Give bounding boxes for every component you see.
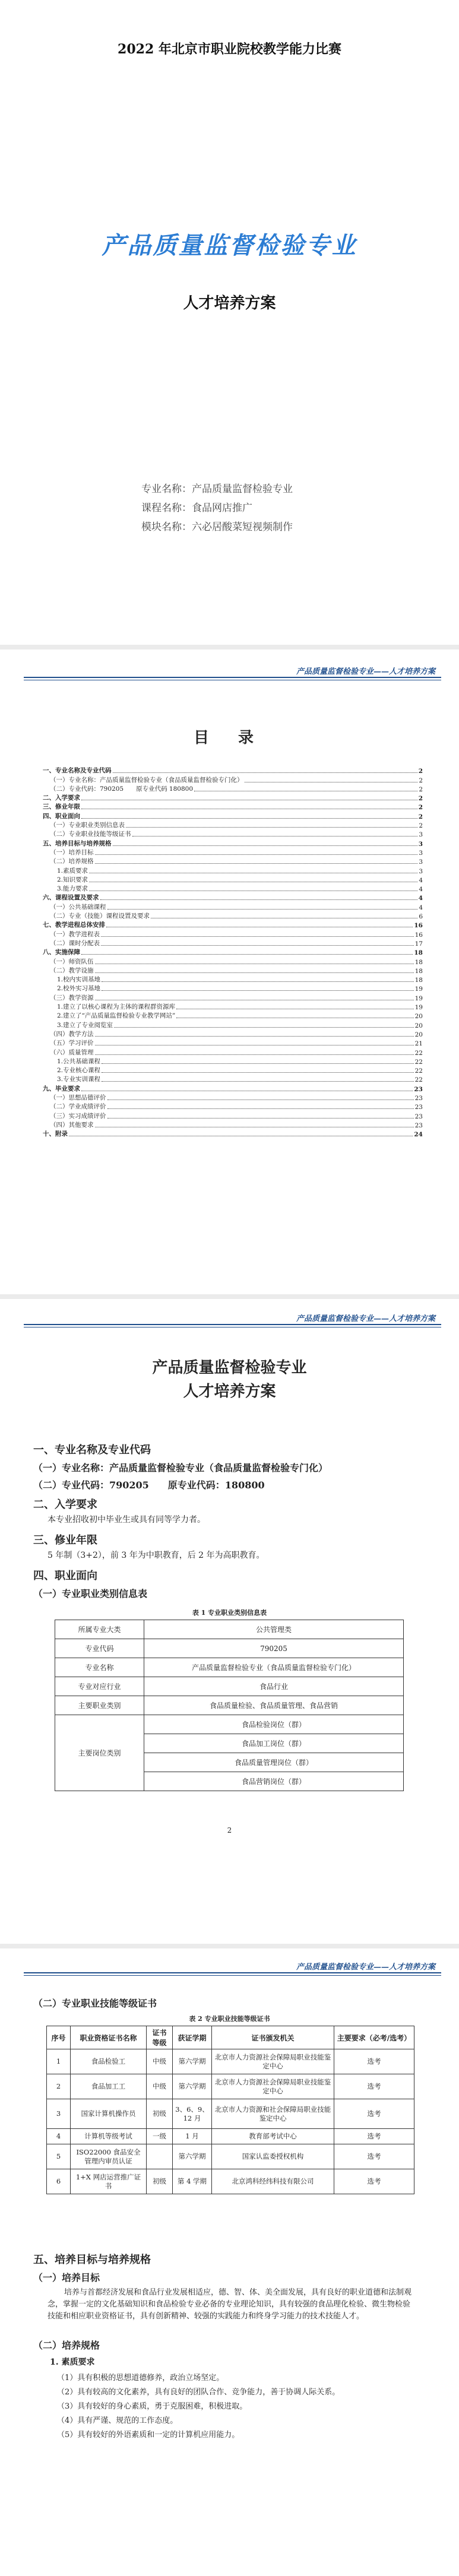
toc-item-text: 3.专业实训课程 bbox=[57, 1076, 101, 1083]
toc-item-text: （二）课时分配表 bbox=[50, 939, 100, 947]
table-row: 专业名称 产品质量监督检验专业（食品质量监督检验专门化） bbox=[55, 1658, 404, 1677]
toc-item[interactable] bbox=[43, 1029, 423, 1038]
section-heading: 三、修业年限 bbox=[33, 1534, 97, 1547]
cover-info-row: 专业名称：产品质量监督检验专业 bbox=[141, 483, 293, 495]
table-row: 专业代码 790205 bbox=[55, 1639, 404, 1658]
toc-item-page: 20 bbox=[414, 1022, 423, 1029]
toc-item[interactable] bbox=[43, 1111, 423, 1120]
toc-item-text: （二）学业成绩评价 bbox=[50, 1103, 106, 1111]
toc-item-text: 二、入学要求 bbox=[43, 794, 80, 802]
toc-item-page: 22 bbox=[414, 1049, 423, 1057]
toc-item-text: （四）教学方法 bbox=[50, 1030, 94, 1038]
toc-item-page: 2 bbox=[418, 813, 423, 820]
toc-item-page: 22 bbox=[414, 1076, 423, 1084]
page-header: 产品质量监督检验专业——人才培养方案 bbox=[296, 667, 435, 676]
toc-item-page: 4 bbox=[418, 895, 423, 902]
content-page-3 bbox=[0, 1948, 459, 2576]
toc-item[interactable] bbox=[43, 848, 423, 857]
toc-leader-dots bbox=[126, 827, 417, 828]
toc-item-page: 19 bbox=[414, 986, 423, 993]
toc-leader-dots bbox=[113, 772, 417, 773]
paragraph: 本专业招收初中毕业生或具有同等学力者。 bbox=[48, 1515, 205, 1525]
toc-item-page: 3 bbox=[419, 858, 423, 866]
doc-title: 人才培养方案 bbox=[183, 294, 276, 312]
toc-item-text: （二）培养规格 bbox=[50, 858, 94, 866]
table-row: 3 国家计算机操作员 初级 3、6、9、12 月 北京市人力资源和社会保障局职业技能鉴定中心 选考 bbox=[47, 2099, 414, 2129]
toc-item[interactable] bbox=[43, 984, 423, 993]
toc-leader-dots bbox=[102, 1063, 414, 1064]
toc-item[interactable] bbox=[43, 811, 423, 820]
cover-page bbox=[0, 0, 459, 645]
toc-item[interactable] bbox=[43, 802, 423, 811]
toc-item-text: （四）其他要求 bbox=[50, 1121, 94, 1129]
header-rule bbox=[24, 1972, 441, 1973]
toc-leader-dots bbox=[95, 1036, 414, 1037]
section-heading: 一、专业名称及专业代码 bbox=[33, 1444, 151, 1456]
toc-item-page: 16 bbox=[414, 931, 423, 939]
toc-item[interactable] bbox=[43, 939, 423, 948]
toc-item-page: 3 bbox=[419, 831, 423, 839]
toc-item-page: 2 bbox=[419, 785, 423, 793]
toc-item-text: （五）学习评价 bbox=[50, 1040, 94, 1047]
toc-list bbox=[43, 766, 423, 1138]
table-row: 4 计算机等级考试 一级 1 月 教育部考试中心 选考 bbox=[47, 2129, 414, 2144]
toc-item-page: 23 bbox=[414, 1104, 423, 1111]
content-page-2 bbox=[0, 1299, 459, 1944]
toc-item-text: （三）教学资源 bbox=[50, 994, 94, 1002]
toc-item-page: 4 bbox=[419, 876, 423, 884]
toc-item-text: 2.校外实习基地 bbox=[57, 985, 101, 993]
toc-item-page: 2 bbox=[418, 768, 423, 775]
toc-item-page: 23 bbox=[414, 1121, 423, 1129]
toc-item[interactable] bbox=[43, 1102, 423, 1111]
table-row: 食品质量管理岗位（群） bbox=[55, 1753, 404, 1772]
toc-item-page: 20 bbox=[414, 1031, 423, 1038]
toc-leader-dots bbox=[107, 1108, 414, 1109]
toc-item-text: （二）专业代码：790205 原专业代码 180800 bbox=[50, 785, 194, 793]
toc-leader-dots bbox=[81, 818, 417, 819]
page-number: 2 bbox=[227, 1826, 232, 1834]
toc-item-text: （一）教学进程表 bbox=[50, 930, 100, 938]
toc-item-page: 4 bbox=[419, 904, 423, 911]
toc-leader-dots bbox=[95, 972, 414, 973]
toc-item[interactable] bbox=[43, 948, 423, 956]
list-item: （5）具有较好的外语素质和一定的计算机应用能力。 bbox=[57, 2431, 240, 2439]
toc-leader-dots bbox=[101, 945, 414, 946]
cover-info-row: 模块名称：六必居酸菜短视频制作 bbox=[141, 521, 293, 533]
header-rule bbox=[24, 1324, 441, 1325]
toc-item-page: 2 bbox=[418, 795, 423, 803]
subsection-heading: （一）培养目标 bbox=[33, 2272, 100, 2283]
table-row: 食品加工岗位（群） bbox=[55, 1734, 404, 1753]
table-header-row: 序号 职业资格证书名称 证书等级 获证学期 证书颁发机关 主要要求（必考/选考） bbox=[47, 2026, 414, 2049]
toc-item-text: （二）专业职业技能等级证书 bbox=[50, 831, 131, 838]
toc-item-page: 4 bbox=[419, 886, 423, 893]
toc-item[interactable] bbox=[43, 1038, 423, 1047]
quality-list bbox=[57, 2371, 413, 2442]
table-caption: 表 1 专业职业类别信息表 bbox=[192, 1609, 267, 1617]
table-row: 食品营销岗位（群） bbox=[55, 1772, 404, 1791]
toc-leader-dots bbox=[102, 1081, 414, 1082]
certificate-table bbox=[46, 2026, 414, 2194]
toc-item[interactable] bbox=[43, 838, 423, 847]
toc-item-text: （一）专业职业类别信息表 bbox=[50, 822, 125, 829]
toc-leader-dots bbox=[102, 990, 414, 991]
toc-item-text: 八、实施保障 bbox=[43, 949, 80, 956]
toc-item[interactable] bbox=[43, 766, 423, 775]
toc-item-text: 3.建立了专业阅览室 bbox=[57, 1021, 113, 1029]
list-item: （3）具有较好的身心素质，勇于克服困难，积极进取。 bbox=[57, 2402, 248, 2411]
table-row: 专业对应行业 食品行业 bbox=[55, 1677, 404, 1696]
toc-item[interactable] bbox=[43, 829, 423, 838]
toc-item-page: 2 bbox=[419, 822, 423, 830]
toc-item-text: 2.建立了“产品质量监督检验专业教学网站” bbox=[57, 1012, 176, 1020]
toc-item[interactable] bbox=[43, 1083, 423, 1092]
toc-item-page: 22 bbox=[414, 1067, 423, 1075]
toc-item-page: 23 bbox=[414, 1085, 423, 1093]
toc-leader-dots bbox=[107, 909, 418, 910]
toc-leader-dots bbox=[101, 936, 414, 937]
toc-item-page: 2 bbox=[419, 777, 423, 784]
toc-item-page: 19 bbox=[414, 994, 423, 1002]
toc-item[interactable] bbox=[43, 775, 423, 784]
toc-leader-dots bbox=[95, 1054, 414, 1055]
sub-heading: 1. 素质要求 bbox=[50, 2358, 95, 2367]
toc-item-text: 2.专业核心课程 bbox=[57, 1067, 101, 1075]
major-title: 产品质量监督检验专业 bbox=[102, 232, 357, 259]
toc-item-text: （一）思想品德评价 bbox=[50, 1094, 106, 1101]
subsection-heading: （二）培养规格 bbox=[33, 2340, 100, 2351]
toc-item[interactable] bbox=[43, 956, 423, 965]
toc-item[interactable] bbox=[43, 1129, 423, 1138]
toc-item[interactable] bbox=[43, 875, 423, 884]
toc-item-text: 七、教学进程总体安排 bbox=[43, 921, 105, 929]
table-row: 主要岗位类别 食品检验岗位（群） bbox=[55, 1715, 404, 1734]
toc-item[interactable] bbox=[43, 1120, 423, 1129]
toc-leader-dots bbox=[113, 845, 417, 846]
toc-item[interactable] bbox=[43, 966, 423, 975]
toc-item-text: 三、修业年限 bbox=[43, 803, 80, 811]
toc-item[interactable] bbox=[43, 820, 423, 829]
page-header: 产品质量监督检验专业——人才培养方案 bbox=[296, 1314, 435, 1323]
doc-title-line2: 人才培养方案 bbox=[183, 1383, 276, 1401]
paragraph: 培养与首都经济发展和食品行业发展相适应，德、智、体、美全面发展，具有良好的职业道德和法制观念，掌握一定的文化基础知识和食品检验专业必备的专业理论知识，具有较强的食品理化检验、微生物检验技能和相应职业资格证书，具有创新精神、较强的实践能力和终身学习能力的技术技能人才。 bbox=[48, 2288, 412, 2321]
toc-item-page: 18 bbox=[414, 958, 423, 966]
toc-item-text: 2.知识要求 bbox=[57, 876, 88, 883]
toc-item[interactable] bbox=[43, 993, 423, 1002]
toc-item-page: 18 bbox=[414, 949, 423, 957]
table-row: 1 食品检验工 中级 第六学期 北京市人力资源社会保障局职业技能鉴定中心 选考 bbox=[47, 2049, 414, 2074]
list-item: （4）具有严谨、规范的工作态度。 bbox=[57, 2416, 178, 2425]
toc-item-page: 16 bbox=[414, 922, 423, 930]
toc-item[interactable] bbox=[43, 793, 423, 802]
toc-item-page: 24 bbox=[414, 1131, 423, 1139]
header-rule bbox=[24, 677, 441, 678]
toc-item[interactable] bbox=[43, 884, 423, 893]
toc-title: 目 录 bbox=[193, 729, 266, 747]
page-header: 产品质量监督检验专业——人才培养方案 bbox=[296, 1963, 435, 1972]
toc-leader-dots bbox=[95, 863, 418, 864]
toc-item-text: 一、专业名称及专业代码 bbox=[43, 767, 112, 775]
toc-item[interactable] bbox=[43, 975, 423, 984]
toc-item-text: （一）公共基础课程 bbox=[50, 903, 106, 911]
toc-item-page: 18 bbox=[414, 967, 423, 975]
toc-item-text: （三）实习成绩评价 bbox=[50, 1112, 106, 1120]
subsection-heading: （一）专业名称：产品质量监督检验专业（食品质量监督检验专门化） bbox=[33, 1462, 328, 1474]
toc-item[interactable] bbox=[43, 893, 423, 902]
toc-item-text: 1.校内实训基地 bbox=[57, 976, 101, 984]
toc-item-page: 23 bbox=[414, 1113, 423, 1120]
toc-item-text: （一）培养目标 bbox=[50, 848, 94, 856]
toc-item[interactable] bbox=[43, 784, 423, 793]
list-item: （1）具有积极的思想道德修养，政治立场坚定。 bbox=[57, 2374, 224, 2382]
cover-info bbox=[141, 480, 293, 537]
toc-item[interactable] bbox=[43, 929, 423, 938]
toc-item-text: （一）师资队伍 bbox=[50, 958, 94, 965]
toc-item[interactable] bbox=[43, 1020, 423, 1029]
toc-item-text: 五、培养目标与培养规格 bbox=[43, 839, 112, 847]
competition-title: 2022 年北京市职业院校教学能力比赛 bbox=[118, 42, 341, 57]
toc-item[interactable] bbox=[43, 857, 423, 866]
toc-item[interactable] bbox=[43, 1057, 423, 1066]
table-row: 6 1+X 网店运营推广证书 初级 第 4 学期 北京鸿科经纬科技有限公司 选考 bbox=[47, 2169, 414, 2194]
toc-item-page: 22 bbox=[414, 1058, 423, 1066]
toc-item-text: （二）专业（技能）课程设置及要求 bbox=[50, 912, 150, 920]
toc-item-text: 四、职业面向 bbox=[43, 812, 80, 820]
subsection-heading: （二）专业职业技能等级证书 bbox=[33, 1998, 157, 2009]
toc-item-page: 20 bbox=[414, 1013, 423, 1021]
toc-item[interactable] bbox=[43, 920, 423, 929]
table-row: 所属专业大类 公共管理类 bbox=[55, 1620, 404, 1639]
toc-item-page: 2 bbox=[418, 804, 423, 812]
toc-item[interactable] bbox=[43, 866, 423, 874]
toc-item-text: 1.素质要求 bbox=[57, 867, 88, 874]
paragraph: 5 年制（3+2），前 3 年为中职教育，后 2 年为高职教育。 bbox=[48, 1551, 265, 1560]
toc-item-page: 21 bbox=[414, 1040, 423, 1048]
toc-item-page: 17 bbox=[414, 940, 423, 948]
toc-item-text: 十、附录 bbox=[43, 1130, 68, 1138]
toc-item-text: 1.公共基础课程 bbox=[57, 1057, 101, 1065]
header-rule-thin bbox=[24, 1975, 441, 1976]
toc-item[interactable] bbox=[43, 1066, 423, 1075]
toc-item-text: 六、课程设置及要求 bbox=[43, 894, 99, 902]
toc-item[interactable] bbox=[43, 1002, 423, 1011]
occupation-table bbox=[55, 1620, 404, 1791]
toc-item-text: 九、毕业要求 bbox=[43, 1085, 80, 1092]
toc-leader-dots bbox=[81, 954, 413, 955]
toc-leader-dots bbox=[100, 899, 417, 900]
toc-item[interactable] bbox=[43, 1011, 423, 1020]
toc-item-page: 18 bbox=[414, 977, 423, 984]
section-heading: 二、入学要求 bbox=[33, 1498, 97, 1511]
toc-item-text: （六）质量管理 bbox=[50, 1048, 94, 1056]
toc-item-page: 23 bbox=[414, 1094, 423, 1102]
list-item: （2）具有较高的文化素养，具有良好的团队合作、竞争能力，善于协调人际关系。 bbox=[57, 2388, 340, 2397]
toc-item[interactable] bbox=[43, 1047, 423, 1056]
toc-item-text: 3.能力要求 bbox=[57, 885, 88, 893]
toc-item-page: 3 bbox=[419, 867, 423, 875]
cover-info-row: 课程名称：食品网店推广 bbox=[141, 502, 252, 514]
toc-leader-dots bbox=[114, 1027, 414, 1028]
toc-leader-dots bbox=[95, 854, 418, 855]
toc-item[interactable] bbox=[43, 1093, 423, 1102]
toc-item-text: 1.建立了以核心课程为主体的课程群资源库 bbox=[57, 1003, 176, 1011]
table-row: 5 ISO22000 食品安全管理内审员认证 第六学期 国家认监委授权机构 选考 bbox=[47, 2144, 414, 2169]
toc-item-text: （一）专业名称：产品质量监督检验专业（食品质量监督检验专门化） bbox=[50, 776, 243, 784]
toc-leader-dots bbox=[102, 981, 414, 982]
toc-item-page: 3 bbox=[418, 840, 423, 848]
toc-leader-dots bbox=[132, 836, 418, 837]
toc-item[interactable] bbox=[43, 902, 423, 911]
table-caption: 表 2 专业职业技能等级证书 bbox=[189, 2015, 270, 2023]
toc-item[interactable] bbox=[43, 911, 423, 920]
toc-leader-dots bbox=[102, 1072, 414, 1073]
toc-item-text: （二）教学设施 bbox=[50, 967, 94, 974]
table-row: 2 食品加工工 中级 第六学期 北京市人力资源社会保障局职业技能鉴定中心 选考 bbox=[47, 2074, 414, 2099]
toc-item-page: 6 bbox=[419, 913, 423, 921]
doc-title-line1: 产品质量监督检验专业 bbox=[152, 1359, 307, 1377]
section-heading: 四、职业面向 bbox=[33, 1570, 97, 1582]
section-heading: 五、培养目标与培养规格 bbox=[33, 2254, 151, 2266]
toc-item-page: 3 bbox=[419, 849, 423, 857]
toc-page bbox=[0, 649, 459, 1294]
toc-item[interactable] bbox=[43, 1075, 423, 1083]
table-row: 主要职业类别 食品质量检验、食品质量管理、食品营销 bbox=[55, 1696, 404, 1715]
subsection-heading: （一）专业职业类别信息表 bbox=[33, 1588, 148, 1599]
subsection-heading: （二）专业代码：790205 原专业代码：180800 bbox=[33, 1479, 265, 1491]
toc-leader-dots bbox=[107, 1118, 414, 1119]
toc-item-page: 19 bbox=[414, 1004, 423, 1012]
